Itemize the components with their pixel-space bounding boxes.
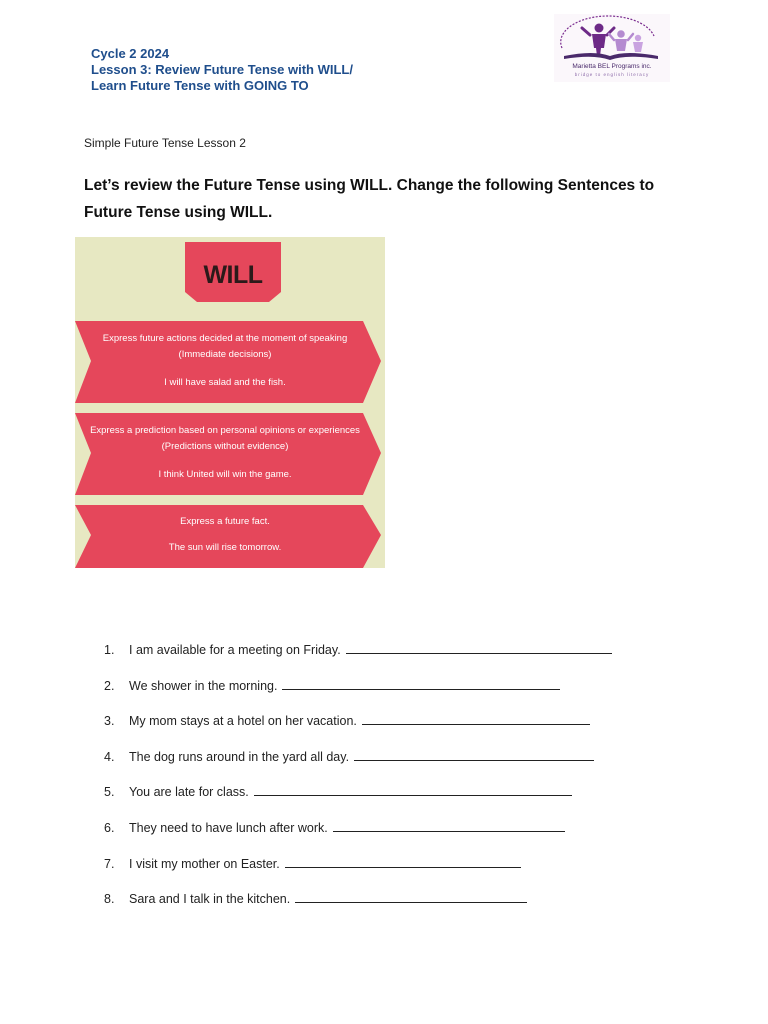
- use-rule-2: Express a prediction based on personal opinions or experiences: [90, 425, 360, 436]
- exercise-sentence: You are late for class.: [129, 785, 249, 800]
- instructions-heading: Let’s review the Future Tense using WILL. Change the following Sentences to Future Tense using WILL.: [84, 177, 655, 221]
- exercise-number: 1.: [104, 643, 115, 657]
- use-rule-1: Express future actions decided at the moment of speaking: [102, 333, 348, 344]
- use-note-1: (Immediate decisions): [178, 349, 272, 360]
- use-block-2: [89, 423, 361, 483]
- answer-blank[interactable]: [282, 676, 560, 690]
- exercise-item: [104, 854, 612, 890]
- exercise-sentence: The dog runs around in the yard all day.: [129, 749, 350, 764]
- use-example-2: I think United will win the game.: [158, 469, 292, 480]
- exercise-item: [104, 818, 612, 854]
- use-note-2: (Predictions without evidence): [161, 441, 289, 452]
- use-block-3: [89, 514, 361, 556]
- answer-blank[interactable]: [254, 782, 572, 796]
- exercise-number: 6.: [104, 820, 115, 835]
- logo-subtitle: bridge to english literacy: [574, 72, 650, 77]
- exercise-number: 4.: [104, 749, 115, 764]
- exercise-item: [104, 711, 612, 747]
- use-example-1: I will have salad and the fish.: [164, 377, 286, 388]
- logo-graphic: [554, 14, 670, 82]
- exercise-number: 8.: [104, 892, 115, 907]
- lesson-label: Simple Future Tense Lesson 2: [84, 136, 246, 150]
- exercise-sentence: I am available for a meeting on Friday.: [129, 643, 341, 657]
- use-rule-3: Express a future fact.: [180, 516, 270, 527]
- exercise-number: 5.: [104, 785, 115, 800]
- exercise-item: [104, 889, 612, 925]
- answer-blank[interactable]: [346, 640, 612, 654]
- use-example-3: The sun will rise tomorrow.: [168, 542, 282, 553]
- marietta-bel-logo: [554, 14, 670, 82]
- will-title: WILL: [203, 261, 263, 289]
- lesson-title-line2: Learn Future Tense with GOING TO: [91, 78, 309, 93]
- answer-blank[interactable]: [354, 747, 594, 761]
- answer-blank[interactable]: [295, 889, 527, 903]
- exercise-number: 3.: [104, 714, 115, 729]
- answer-blank[interactable]: [285, 854, 521, 868]
- exercise-list: [104, 640, 612, 925]
- exercise-number: 7.: [104, 856, 115, 871]
- answer-blank[interactable]: [333, 818, 565, 832]
- answer-blank[interactable]: [362, 711, 590, 725]
- cycle-label: Cycle 2 2024: [91, 46, 170, 61]
- exercise-sentence: I visit my mother on Easter.: [129, 856, 280, 871]
- document-header: [91, 46, 353, 94]
- will-usage-infographic: [75, 237, 385, 568]
- exercise-item: [104, 782, 612, 818]
- use-block-1: [89, 331, 361, 391]
- exercise-sentence: We shower in the morning.: [129, 678, 278, 693]
- exercise-item: [104, 676, 612, 712]
- exercise-sentence: My mom stays at a hotel on her vacation.: [129, 714, 357, 729]
- exercise-item: [104, 747, 612, 783]
- lesson-title-line1: Lesson 3: Review Future Tense with WILL/: [91, 62, 353, 77]
- exercise-item: [104, 640, 612, 676]
- exercise-number: 2.: [104, 678, 115, 693]
- logo-org-name: Marietta BEL Programs inc.: [572, 63, 652, 70]
- exercise-sentence: They need to have lunch after work.: [129, 820, 328, 835]
- exercise-sentence: Sara and I talk in the kitchen.: [129, 892, 291, 907]
